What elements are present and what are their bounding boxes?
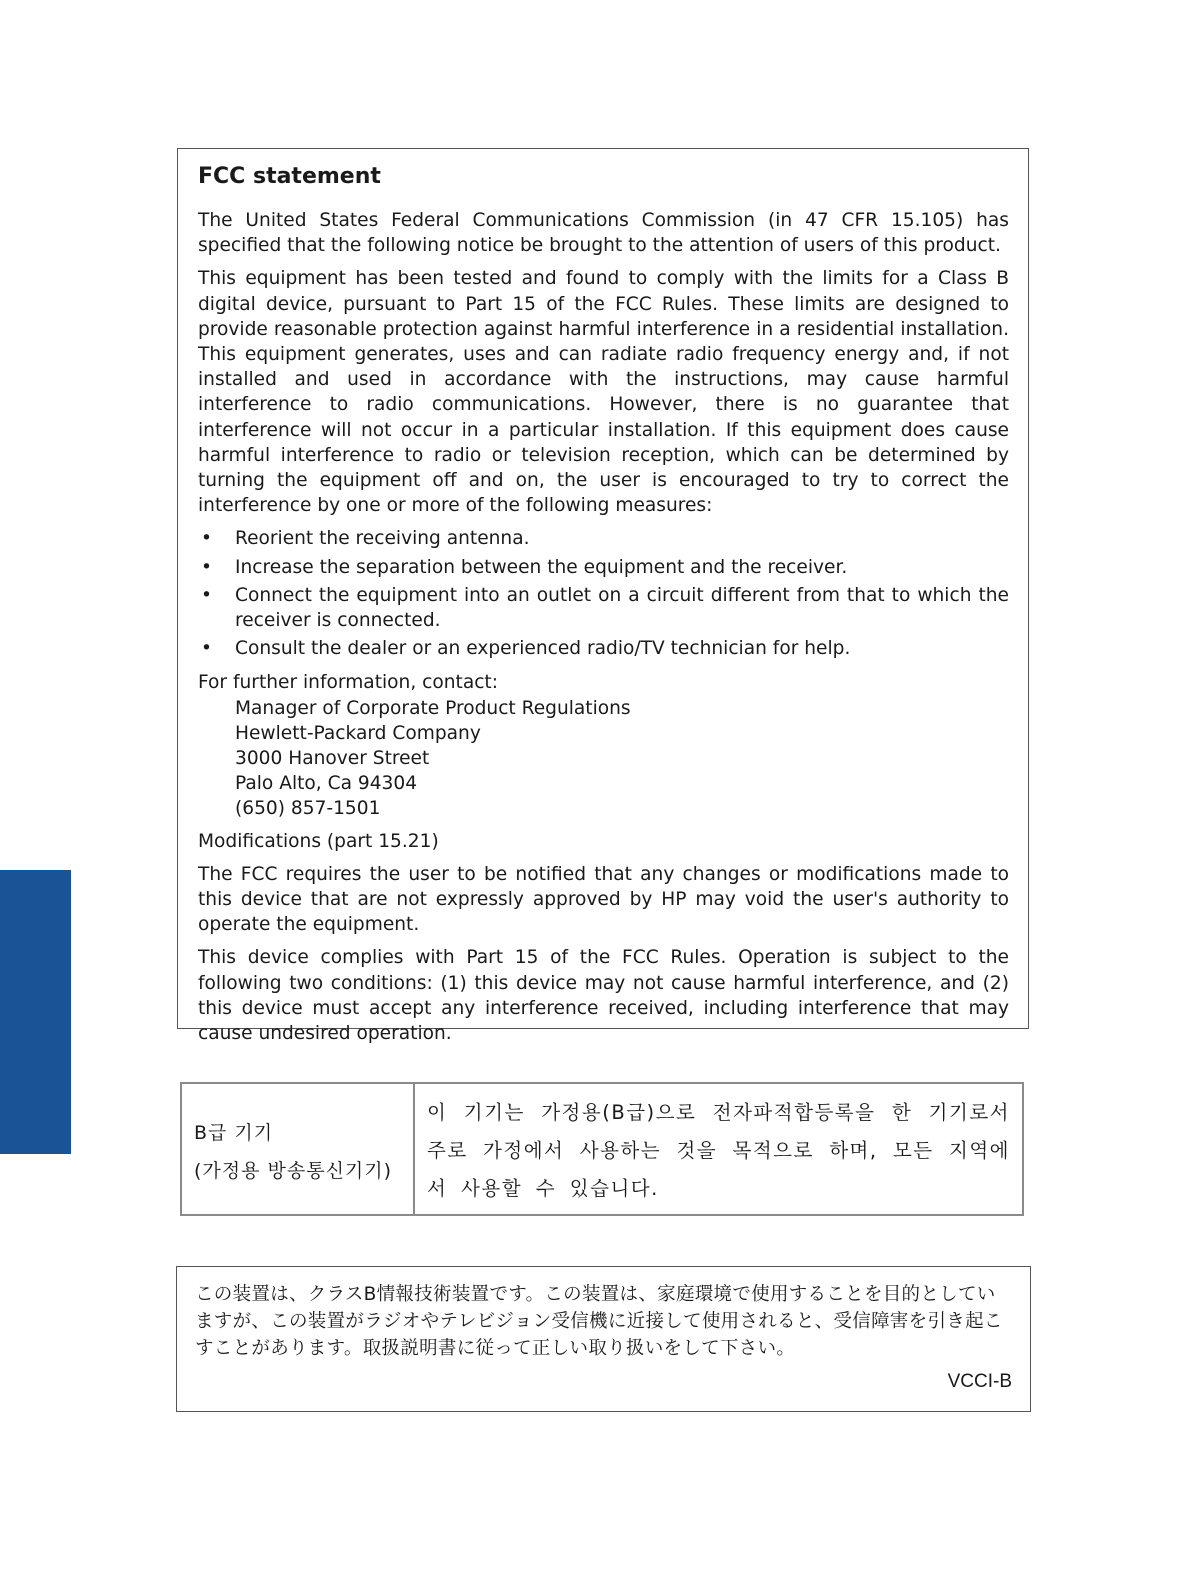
contact-line: Manager of Corporate Product Regulations — [235, 697, 631, 719]
measure-text: Reorient the receiving antenna. — [235, 528, 530, 550]
korea-class-label: B급 기기 — [194, 1122, 274, 1144]
fcc-statement-box — [177, 148, 1029, 1045]
korea-notice-text: 이 기기는 가정용(B급)으로 전자파적합등록을 한 기기로서 주로 가정에서 사용하는 것을 목적으로 하며, 모든 지역에서 사용할 수 있습니다. — [427, 1101, 1010, 1200]
contact-intro: For further information, contact: — [198, 672, 498, 694]
measure-text: Consult the dealer or an experienced radio/TV technician for help. — [235, 638, 851, 660]
contact-address — [198, 696, 1009, 822]
modifications-paragraph: The FCC requires the user to be notified that any changes or modifications made to this device that are not expressly approved by HP may void the user's authority to operate the equipment. — [198, 863, 1009, 936]
fcc-intro-paragraph: The United States Federal Communications Commission (in 47 CFR 15.105) has specified that the following notice be brought to the attention of users of this product. — [198, 210, 1009, 257]
list-item — [198, 526, 1009, 551]
measure-text: Increase the separation between the equipment and the receiver. — [235, 556, 848, 578]
vcci-label: VCCI-B — [947, 1371, 1012, 1392]
korea-class-sub: (가정용 방송통신기기) — [194, 1160, 393, 1182]
bullet-icon: • — [201, 556, 212, 578]
fcc-title: FCC statement — [198, 164, 381, 189]
fcc-measures-list — [198, 526, 1009, 661]
fcc-body-paragraph: This equipment has been tested and found to comply with the limits for a Class B digital device, pursuant to Part 15 of the FCC Rules. These limits are designed to provide reasonable protection against harmful interference in a residential installation. This equipment generates, uses and can radiate radio frequency energy and, if not installed and used in accordance with the instructions, may cause harmful interference to radio communications. However, there is no guarantee that interference will not occur in a particular installation. If this equipment does cause harmful interference to radio or television reception, which can be determined by turning the equipment off and on, the user is encouraged to try to correct the interference by one or more of the following measures: — [198, 268, 1009, 517]
contact-line: (650) 857-1501 — [235, 798, 381, 820]
list-item — [198, 555, 1009, 580]
bullet-icon: • — [201, 584, 212, 606]
chapter-side-tab — [0, 870, 71, 1154]
measure-text: Connect the equipment into an outlet on a circuit different from that to which the receiver is connected. — [235, 584, 1009, 632]
korea-class-b-table — [180, 1082, 1024, 1216]
bullet-icon: • — [201, 638, 212, 660]
list-item — [198, 583, 1009, 633]
contact-line: 3000 Hanover Street — [235, 748, 430, 770]
vcci-statement-box — [176, 1266, 1031, 1412]
contact-line: Palo Alto, Ca 94304 — [235, 773, 418, 795]
korea-class-cell — [182, 1084, 415, 1214]
modifications-heading: Modifications (part 15.21) — [198, 830, 439, 852]
list-item — [198, 636, 1009, 661]
contact-line: Hewlett-Packard Company — [235, 722, 481, 744]
vcci-text: この装置は、クラスB情報技術装置です。この装置は、家庭環境で使用することを目的としていますが、この装置がラジオやテレビジョン受信機に近接して使用されると、受信障害を引き起こすことがあります。取扱説明書に従って正しい取り扱いをして下さい。 — [195, 1284, 1003, 1359]
compliance-paragraph: This device complies with Part 15 of the FCC Rules. Operation is subject to the following two conditions: (1) this device may not cause harmful interference, and (2) this device must accept any interference received, including interference that may cause undesired operation. — [198, 947, 1009, 1045]
bullet-icon: • — [201, 528, 212, 550]
